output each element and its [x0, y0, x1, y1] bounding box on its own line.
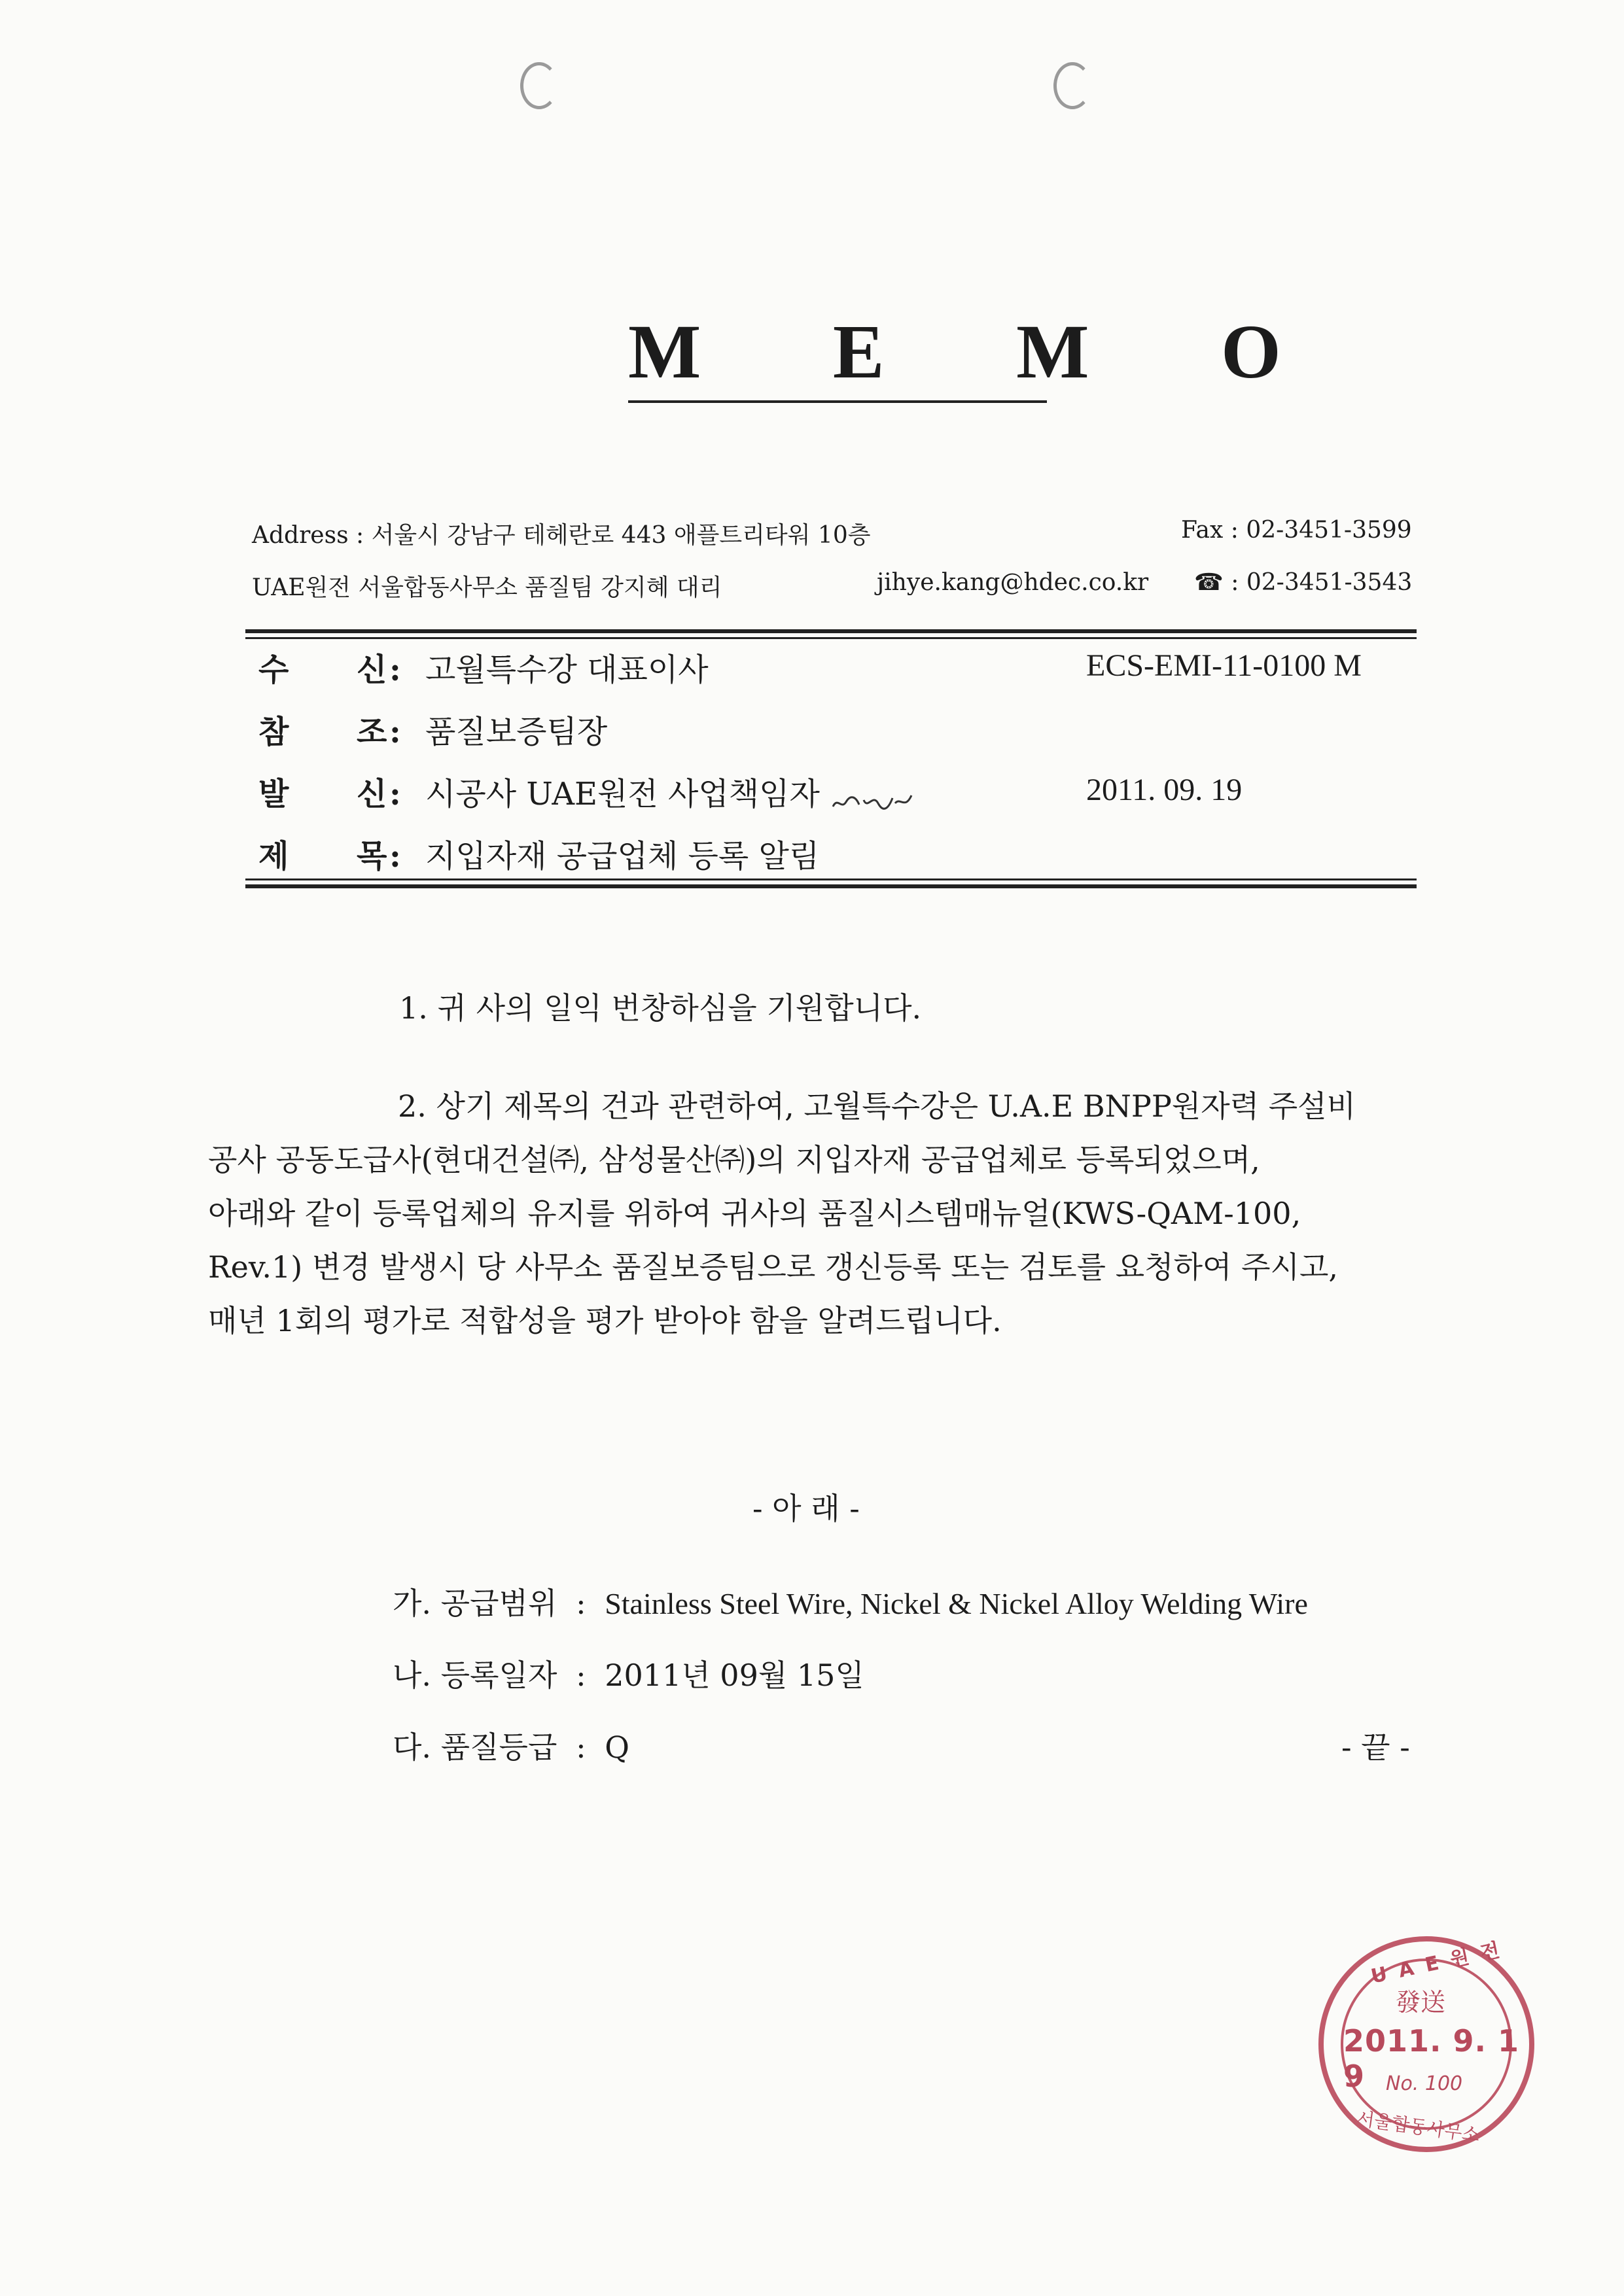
- item-quality-grade: [393, 1720, 629, 1774]
- fax-value: 02-3451-3599: [1246, 517, 1412, 544]
- stamp-kanji: 發送: [1396, 1988, 1446, 2017]
- item-registration-colon: :: [576, 1658, 586, 1693]
- item-grade-label: 다. 품질등급: [393, 1730, 557, 1765]
- paragraph-2-line-1: 2. 상기 제목의 건과 관련하여, 고월특수강은 U.A.E BNPP원자력 주설비: [398, 1088, 1356, 1124]
- paragraph-2-line-2: 공사 공동도급사(현대건설㈜, 삼성물산㈜)의 지입자재 공급업체로 등록되었으며,: [208, 1142, 1260, 1177]
- document-number: ECS-EMI-11-0100 M: [1086, 648, 1362, 683]
- memo-title: M E M O: [628, 307, 1047, 403]
- address-value: 서울시 강남구 테헤란로 443 애플트리타워 10층: [371, 522, 871, 549]
- paragraph-2: [208, 1079, 1464, 1348]
- end-mark: - 끝 -: [1341, 1730, 1410, 1765]
- item-grade-value: Q: [605, 1730, 629, 1765]
- office-line: [252, 569, 722, 602]
- recipient-label-1: 수: [258, 652, 289, 688]
- reference-value: 품질보증팀장: [425, 714, 608, 750]
- header-divider-top-thin: [245, 637, 1417, 639]
- paragraph-2-line-3: 아래와 같이 등록업체의 유지를 위하여 귀사의 품질시스템매뉴얼(KWS-QAM-100,: [208, 1196, 1301, 1231]
- item-scope-colon: :: [576, 1586, 586, 1621]
- sender-colon: :: [389, 776, 401, 812]
- stamp-date: 2011. 9. 1 9: [1343, 2023, 1520, 2094]
- item-registration-date: [393, 1648, 864, 1702]
- paragraph-2-line-5: 매년 1회의 평가로 적합성을 평가 받아야 함을 알려드립니다.: [208, 1303, 1002, 1338]
- item-scope-label: 가. 공급범위: [393, 1586, 557, 1621]
- dispatch-stamp: [1318, 1936, 1534, 2152]
- stamp-top-text: U A E 원 전: [1369, 1938, 1504, 1989]
- reference-label-1: 참: [258, 714, 289, 750]
- phone-value: 02-3451-3543: [1246, 569, 1413, 596]
- fax-line: [1181, 517, 1412, 544]
- paragraph-2-line-4: Rev.1) 변경 발생시 당 사무소 품질보증팀으로 갱신등록 또는 검토를 요청하여 주시고,: [208, 1249, 1339, 1285]
- handwritten-signature: [830, 784, 915, 816]
- reference-colon: :: [389, 714, 401, 750]
- subject-colon: :: [389, 838, 401, 875]
- field-recipient: [258, 644, 709, 689]
- item-scope-value: Stainless Steel Wire, Nickel & Nickel Alloy Welding Wire: [605, 1587, 1308, 1620]
- punch-hole-right: [1053, 62, 1091, 109]
- field-reference: [258, 706, 607, 752]
- stamp-number: No. 100: [1386, 2072, 1463, 2095]
- recipient-value: 고월특수강 대표이사: [425, 652, 709, 688]
- sender-label-1: 발: [258, 776, 289, 812]
- phone-line: [1194, 569, 1412, 596]
- item-scope: [393, 1576, 1308, 1631]
- address-line: [252, 517, 871, 550]
- subject-label-1: 제: [258, 838, 289, 875]
- phone-icon: ☎ :: [1194, 569, 1239, 596]
- stamp-bottom-text: 서울합동사무소: [1355, 2107, 1481, 2147]
- email-value: jihye.kang@hdec.co.kr: [877, 569, 1149, 596]
- sender-label-2: 신: [357, 776, 387, 812]
- subject-label-2: 목: [357, 838, 387, 875]
- paragraph-1: 1. 귀 사의 일익 번창하심을 기원합니다.: [399, 990, 922, 1026]
- header-divider-top: [245, 629, 1417, 633]
- recipient-colon: :: [389, 652, 401, 688]
- recipient-label-2: 신: [357, 652, 387, 688]
- below-heading: - 아 래 -: [752, 1491, 860, 1526]
- field-subject: [258, 831, 819, 876]
- item-registration-label: 나. 등록일자: [393, 1658, 557, 1693]
- field-sender: [258, 769, 915, 816]
- fax-label: Fax :: [1181, 517, 1239, 544]
- address-label: Address :: [252, 522, 364, 549]
- sender-value: 시공사 UAE원전 사업책임자: [425, 776, 820, 812]
- punch-hole-left: [520, 62, 558, 109]
- item-registration-value: 2011년 09월 15일: [605, 1658, 864, 1693]
- reference-label-2: 조: [357, 714, 387, 750]
- subject-value: 지입자재 공급업체 등록 알림: [425, 838, 820, 875]
- item-grade-colon: :: [576, 1730, 586, 1765]
- memo-date: 2011. 09. 19: [1086, 773, 1243, 807]
- header-divider-bottom: [245, 884, 1417, 888]
- header-divider-bottom-thin: [245, 878, 1417, 880]
- office-value: UAE원전 서울합동사무소 품질팀 강지혜 대리: [252, 574, 722, 601]
